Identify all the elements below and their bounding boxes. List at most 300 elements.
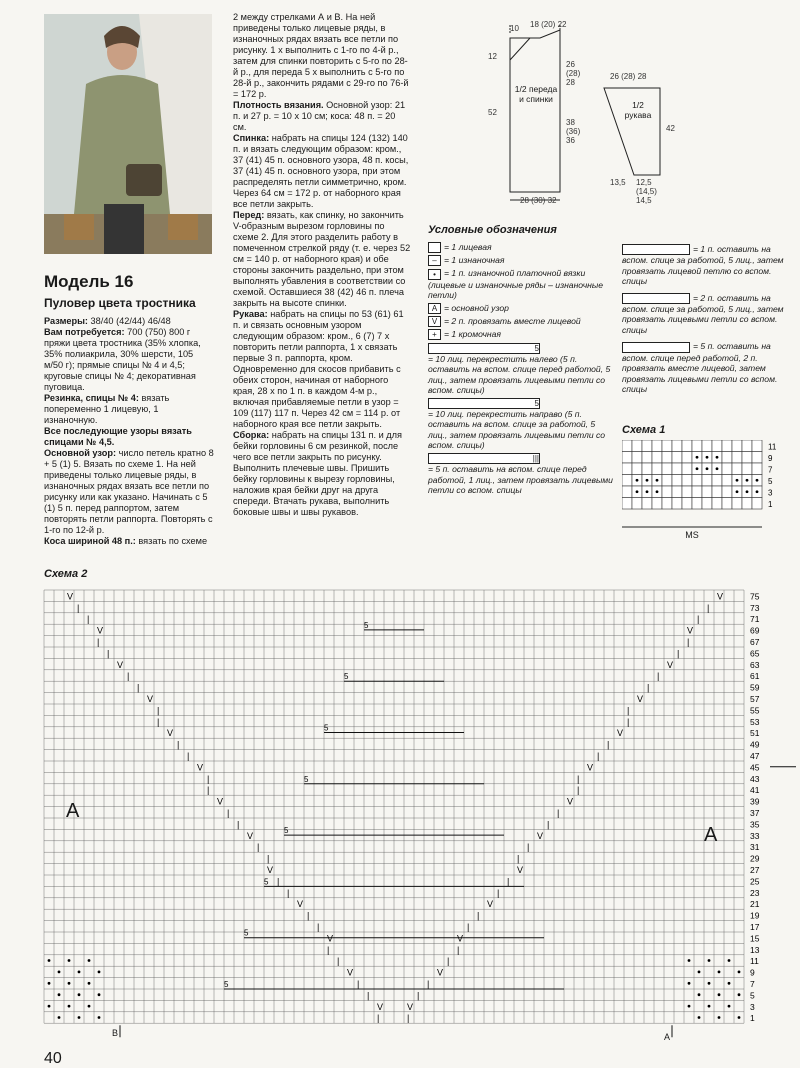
scheme1-title: Схема 1 <box>622 424 666 436</box>
rib-text: вязать попеременно 1 лицевую, 1 изнаночную. <box>44 393 170 425</box>
legend-item <box>428 242 614 253</box>
scheme2-stitch-mark: | <box>157 716 160 727</box>
scheme2-row-label: 33 <box>750 830 760 841</box>
scheme2-stitch-mark: | <box>227 808 230 818</box>
scheme2-dot <box>68 959 71 962</box>
scheme1-cell <box>682 486 692 498</box>
scheme2-stitch-mark: | <box>687 637 690 647</box>
scheme2-dot <box>698 971 701 974</box>
body-top-dim: 18 (20) 22 <box>530 20 567 29</box>
legend-text: = основной узор <box>444 302 509 313</box>
legend-title: Условные обозначения <box>428 224 557 236</box>
scheme2-stitch-mark: | <box>337 956 340 967</box>
scheme2-row-label: 1 <box>750 1013 755 1024</box>
scheme2-row-label: 17 <box>750 922 760 932</box>
legend-symbol-icon: ||| <box>428 453 540 464</box>
scheme2-stitch-mark: | <box>697 614 700 625</box>
scheme2-stitch-mark: V <box>587 762 594 773</box>
arrow-b-label: B <box>112 1028 119 1038</box>
scheme2-row-label: 31 <box>750 842 760 853</box>
sleeve-pattern-diagram <box>598 70 694 210</box>
scheme2-row-label: 47 <box>750 751 760 761</box>
scheme2-stitch-mark: | <box>207 785 210 796</box>
scheme1-dot <box>706 467 709 470</box>
scheme2-row-label: 63 <box>750 659 760 670</box>
scheme2-stitch-mark: V <box>717 591 724 602</box>
scheme2-stitch-mark: V <box>297 899 304 910</box>
scheme1-cell <box>632 463 642 475</box>
scheme2-row-label: 9 <box>750 967 755 978</box>
scheme1-cell <box>712 498 722 510</box>
scheme1-cell <box>742 440 752 452</box>
model-photo <box>44 14 212 254</box>
scheme2-row-label: 49 <box>750 739 760 750</box>
scheme1-cell <box>682 498 692 510</box>
scheme1-dot <box>716 467 719 470</box>
legend-item <box>428 268 614 300</box>
scheme2-dot <box>698 1016 701 1019</box>
scheme2-dot <box>708 1005 711 1008</box>
scheme2-stitch-mark: | <box>267 853 270 864</box>
scheme1-cell <box>672 475 682 487</box>
scheme1-cell <box>662 463 672 475</box>
scheme2-row-label: 19 <box>750 910 760 921</box>
scheme1-dot <box>636 490 639 493</box>
scheme2-dot <box>708 982 711 985</box>
scheme2-cable-label: 5 <box>344 672 349 682</box>
scheme2-row-label: 41 <box>750 785 760 796</box>
scheme2-dot <box>728 959 731 962</box>
scheme1-row-label: 9 <box>768 454 773 463</box>
scheme1-cell <box>662 452 672 464</box>
sleeves-label: Рукава: <box>233 309 268 319</box>
scheme1-cell <box>712 475 722 487</box>
scheme2-stitch-mark: V <box>267 865 274 875</box>
scheme2-row-label: 37 <box>750 808 760 818</box>
scheme1-cell <box>622 463 632 475</box>
scheme1-cell <box>732 440 742 452</box>
scheme2-stitch-mark: V <box>407 1001 414 1012</box>
scheme2-row-label: 3 <box>750 1001 755 1012</box>
scheme2-stitch-mark: | <box>467 922 470 932</box>
scheme1-cell <box>712 486 722 498</box>
scheme2-row-label: 23 <box>750 887 760 898</box>
materials-text: 700 (750) 800 г пряжи цвета тростника (35% хлопка, 35% полиакрила, 30% шерсти, 105 м/50 г); прямые спицы № 4 и 4,5; круговые спицы № 4; декоративная пуговица. <box>44 327 201 392</box>
legend-item <box>622 293 790 336</box>
legend-text: = 1 лицевая <box>444 242 492 252</box>
scheme1-cell <box>672 486 682 498</box>
scheme2-stitch-mark: | <box>207 773 210 784</box>
sleeve-label: 1/2 рукава <box>624 100 652 120</box>
scheme2-stitch-mark: | <box>87 614 90 625</box>
scheme1-cell <box>622 475 632 487</box>
scheme2-row-label: 59 <box>750 682 760 693</box>
body-label: 1/2 переда и спинки <box>514 84 558 104</box>
scheme2-stitch-mark: | <box>107 648 110 659</box>
sizes-label: Размеры: <box>44 316 88 326</box>
scheme2-cable-label: 5 <box>264 877 269 887</box>
legend-text: = 5 п. оставить на вспом. спице перед работой, 2 п. провязать вместе лицевой, затем провязать лицевыми петли со вспом. спицы <box>622 341 778 395</box>
legend-item <box>428 329 614 340</box>
scheme1-cell <box>672 463 682 475</box>
legend-text: = 1 изнаночная <box>444 255 505 266</box>
scheme1-dot <box>756 490 759 493</box>
sleeve-bottom-left-dim: 13,5 <box>610 178 626 187</box>
scheme2-stitch-mark: V <box>247 830 254 841</box>
scheme2-dot <box>98 993 101 996</box>
scheme2-stitch-mark: V <box>347 967 354 978</box>
scheme2-row-label: 53 <box>750 716 760 727</box>
legend-symbol-icon <box>622 342 690 353</box>
scheme2-dot <box>78 971 81 974</box>
scheme2-dot <box>58 971 61 974</box>
scheme2-dot <box>728 982 731 985</box>
body-pattern-diagram <box>470 20 590 210</box>
scheme1-row-label: 1 <box>768 500 773 509</box>
scheme1-cell <box>742 498 752 510</box>
front-text: вязать, как спинку, но закончить V-образным вырезом горловины по схеме 2. Для этого разделить работу в помеченном стрелкой ряду (т. е. через 52 см = 140 р. от наборного края) и обе стороны закончить раздельно, при этом выполнять убавления в соответствии со схемой. Оставшиеся 38 (42) 46 п. плеча закрыть на высоте спинки. <box>233 210 411 308</box>
scheme1-row-label: 11 <box>768 442 777 452</box>
model-title: Модель 16 <box>44 272 134 291</box>
legend-symbol-icon: 5 <box>428 343 540 354</box>
scheme2-stitch-mark: | <box>407 1013 410 1024</box>
scheme2-stitch-mark: | <box>177 739 180 750</box>
scheme1-cell <box>732 463 742 475</box>
scheme2-cable-label: 5 <box>284 826 289 836</box>
scheme2-stitch-mark: V <box>197 762 204 773</box>
scheme1-dot <box>756 479 759 482</box>
scheme2-dot <box>48 959 51 962</box>
scheme2-stitch-mark: V <box>687 625 694 636</box>
sleeve-top-dim: 26 (28) 28 <box>610 72 647 81</box>
scheme2-stitch-mark: V <box>667 659 674 670</box>
scheme2-row-label: 13 <box>750 944 760 955</box>
legend-symbol-icon <box>622 244 690 255</box>
scheme2-row-label: 75 <box>750 591 760 602</box>
back-label: Спинка: <box>233 133 270 143</box>
scheme2-stitch-mark: V <box>117 659 124 670</box>
scheme1-cell <box>642 463 652 475</box>
scheme2-stitch-mark: | <box>647 682 650 693</box>
scheme1-cell <box>752 498 762 510</box>
scheme1-cell <box>622 440 632 452</box>
sizes-text: 38/40 (42/44) 46/48 <box>88 316 171 326</box>
legend-symbol-icon: 5 <box>428 398 540 409</box>
scheme2-stitch-mark: | <box>497 887 500 898</box>
instructions-column-2 <box>233 12 411 518</box>
scheme2-stitch-mark: | <box>377 1013 380 1024</box>
legend-item <box>428 316 614 327</box>
scheme2-stitch-mark: | <box>607 739 610 750</box>
assembly-label: Сборка: <box>233 430 270 440</box>
scheme2-stitch-mark: V <box>457 933 464 944</box>
page-number: 40 <box>44 1050 62 1067</box>
body-right-bottom-dim: 38 (36) 36 <box>566 118 581 145</box>
scheme2-dot <box>48 982 51 985</box>
model-subtitle: Пуловер цвета тростника <box>44 296 196 310</box>
scheme2-stitch-mark: | <box>367 990 370 1001</box>
scheme2-stitch-mark: | <box>707 602 710 613</box>
scheme1-cell <box>652 463 662 475</box>
scheme2-stitch-mark: V <box>67 591 74 602</box>
scheme1-cell <box>662 440 672 452</box>
scheme2-dot <box>738 993 741 996</box>
scheme2-row-label: 51 <box>750 728 760 739</box>
scheme2-dot <box>698 993 701 996</box>
scheme2-stitch-mark: | <box>137 682 140 693</box>
scheme2-row-label: 35 <box>750 819 760 830</box>
scheme1-cell <box>652 452 662 464</box>
scheme1-cell <box>622 452 632 464</box>
scheme2-dot <box>738 1016 741 1019</box>
arrow-a-label: A <box>664 1032 671 1042</box>
scheme1-cell <box>722 498 732 510</box>
scheme2-row-label: 39 <box>750 796 760 807</box>
scheme1-dot <box>736 490 739 493</box>
scheme1-cell <box>722 452 732 464</box>
scheme1-cell <box>712 440 722 452</box>
scheme2-row-label: 25 <box>750 876 760 887</box>
legend-text: = 1 кромочная <box>444 329 502 340</box>
scheme2-dot <box>88 959 91 962</box>
scheme1-row-label: 5 <box>768 477 773 486</box>
scheme1-cell <box>642 440 652 452</box>
legend-item <box>428 453 614 496</box>
scheme2-row-label: 73 <box>750 602 760 613</box>
scheme2-stitch-mark: | <box>577 773 580 784</box>
body-bottom-dim: 28 (30) 32 <box>520 196 557 205</box>
scheme1-row-label: 7 <box>768 465 773 475</box>
scheme2-stitch-mark: V <box>377 1001 384 1012</box>
scheme1-cell <box>732 452 742 464</box>
scheme2-stitch-mark: | <box>557 808 560 818</box>
scheme2-row-label: 69 <box>750 625 760 636</box>
scheme2-stitch-mark: | <box>457 944 460 955</box>
scheme1-dot <box>646 490 649 493</box>
scheme2-row-label: 67 <box>750 637 760 647</box>
scheme2-dot <box>708 959 711 962</box>
scheme2-row-label: 11 <box>750 956 759 967</box>
scheme2-stitch-mark: V <box>567 796 574 807</box>
scheme1-cell <box>632 452 642 464</box>
scheme1-cell <box>672 498 682 510</box>
scheme1-cell <box>682 475 692 487</box>
main-pattern-text: число петель кратно 8 + 5 (1) 5. Вязать по схеме 1. На ней приведены только лицевые ряды, в изнаночных рядах вязать все петли по рисунку или как указано. Начинать с 5 (1) 5 п. перед раппортом, затем повторять петли раппорта. Повторять с 1-го по 12-й р. <box>44 448 214 535</box>
legend-left <box>428 242 614 498</box>
scheme1-cell <box>692 475 702 487</box>
scheme2-cable-label: 5 <box>304 774 309 784</box>
sleeve-bottom-right-dim: 12,5 (14,5) 14,5 <box>636 178 657 205</box>
body-height-dim: 52 <box>488 108 497 117</box>
scheme2-dot <box>78 993 81 996</box>
scheme1-dot <box>706 456 709 459</box>
scheme2-dot <box>688 959 691 962</box>
scheme2-stitch-mark: | <box>97 637 100 647</box>
scheme2-row-label: 27 <box>750 865 760 875</box>
scheme2-stitch-mark: V <box>217 796 224 807</box>
scheme2-stitch-mark: V <box>327 933 334 944</box>
legend-item <box>622 341 790 394</box>
scheme2-stitch-mark: | <box>277 876 280 887</box>
scheme2-stitch-mark: V <box>147 694 154 704</box>
scheme1-cell <box>702 498 712 510</box>
legend-text: = 2 п. провязать вместе лицевой <box>444 315 581 326</box>
legend-text: = 1 п. оставить на вспом. спице за работой, 5 лиц., затем провязать лицевой петлю со вспом. спицы <box>622 244 784 287</box>
scheme2-dot <box>88 982 91 985</box>
scheme2-row-label: 15 <box>750 933 760 944</box>
scheme1-cell <box>622 486 632 498</box>
scheme2-row-label: 65 <box>750 648 760 659</box>
scheme1-cell <box>652 440 662 452</box>
legend-text: = 10 лиц. перекрестить направо (5 п. оставить на вспом. спице за работой, 5 лиц., затем провязать лицевыми петли со вспом. спицы) <box>428 408 606 451</box>
scheme2-stitch-mark: | <box>257 842 260 853</box>
legend-text: = 2 п. оставить на вспом. спице за работой, 5 лиц., затем провязать лицевыми петли со вспом. спицы <box>622 292 784 335</box>
legend-symbol-icon: • <box>428 269 441 280</box>
front-label: Перед: <box>233 210 265 220</box>
legend-symbol-icon: – <box>428 255 441 266</box>
scheme2-row-label: 29 <box>750 853 760 864</box>
scheme2-dot <box>58 993 61 996</box>
scheme2-stitch-mark: | <box>287 887 290 898</box>
scheme1-ms-label: MS <box>685 530 699 540</box>
scheme1-cell <box>722 440 732 452</box>
scheme1-cell <box>682 440 692 452</box>
scheme1-dot <box>656 490 659 493</box>
scheme1-dot <box>746 490 749 493</box>
scheme1-row-label: 3 <box>768 488 773 498</box>
scheme1-cell <box>672 440 682 452</box>
legend-item <box>428 398 614 451</box>
scheme2-dot <box>688 982 691 985</box>
scheme1-cell <box>742 452 752 464</box>
scheme1-cell <box>652 498 662 510</box>
scheme2-row-label: 55 <box>750 705 760 716</box>
scheme1-cell <box>722 475 732 487</box>
scheme2-dot <box>718 971 721 974</box>
scheme2-stitch-mark: V <box>437 967 444 978</box>
scheme1-cell <box>662 486 672 498</box>
scheme2-grid <box>44 590 744 1023</box>
scheme2-dot <box>98 971 101 974</box>
scheme2-row-label: 71 <box>750 614 760 625</box>
scheme2-cable-label: 5 <box>324 723 329 733</box>
body-side-dim: 12 <box>488 52 497 61</box>
scheme2-stitch-mark: | <box>317 922 320 932</box>
scheme2-stitch-mark: | <box>517 853 520 864</box>
scheme1-cell <box>632 498 642 510</box>
scheme2-dot <box>88 1005 91 1008</box>
scheme2-stitch-mark: | <box>597 751 600 761</box>
instructions-column-1 <box>44 316 214 547</box>
scheme2-stitch-mark: | <box>77 602 80 613</box>
scheme1-cell <box>752 463 762 475</box>
scheme2-stitch-mark: | <box>187 751 190 761</box>
scheme2-row-label: 7 <box>750 979 755 989</box>
scheme2-stitch-mark: | <box>127 671 130 682</box>
scheme2-dot <box>78 1016 81 1019</box>
scheme1-cell <box>682 452 692 464</box>
scheme2-cable-label: 5 <box>224 980 229 989</box>
scheme2-dot <box>48 1005 51 1008</box>
scheme2-row-label: 43 <box>750 773 760 784</box>
cable-text: вязать по схеме <box>135 536 208 546</box>
scheme1-cell <box>692 498 702 510</box>
scheme1-cell <box>702 475 712 487</box>
legend-symbol-icon <box>622 293 690 304</box>
scheme2-stitch-mark: | <box>547 819 550 830</box>
scheme2-dot <box>68 1005 71 1008</box>
scheme2-stitch-mark: | <box>627 716 630 727</box>
gauge-label: Плотность вязания. <box>233 100 324 110</box>
scheme2-stitch-mark: V <box>487 899 494 910</box>
scheme2-dot <box>718 993 721 996</box>
scheme2-dot <box>58 1016 61 1019</box>
scheme1-cell <box>752 440 762 452</box>
materials-label: Вам потребуется: <box>44 327 125 337</box>
scheme1-dot <box>696 456 699 459</box>
legend-text: = 10 лиц. перекрестить налево (5 п. оставить на вспом. спице перед работой, 5 лиц., затем провязать лицевыми петли со вспом. спицы) <box>428 353 611 396</box>
scheme2-stitch-mark: | <box>477 910 480 921</box>
scheme2-stitch-mark: | <box>627 705 630 716</box>
scheme1-dot <box>736 479 739 482</box>
needles-note: Все последующие узоры вязать спицами № 4,5. <box>44 426 192 447</box>
scheme2-row-label: 5 <box>750 990 755 1001</box>
scheme1-chart <box>622 440 800 540</box>
scheme1-cell <box>702 486 712 498</box>
scheme1-dot <box>636 479 639 482</box>
legend-text: = 1 п. изнаночной платочной вязки (лицевые и изнаночные ряды – изнаночные петли) <box>428 268 603 301</box>
scheme2-dot <box>688 1005 691 1008</box>
scheme1-cell <box>622 498 632 510</box>
scheme2-cable-label: 5 <box>364 620 369 630</box>
scheme1-dot <box>656 479 659 482</box>
scheme2-stitch-mark: | <box>307 910 310 921</box>
scheme1-cell <box>682 463 692 475</box>
sleeve-height-dim: 42 <box>666 124 675 133</box>
scheme2-dot <box>98 1016 101 1019</box>
scheme2-stitch-mark: | <box>427 979 430 989</box>
body-right-top-dim: 26 (28) 28 <box>566 60 581 87</box>
scheme1-cell <box>722 463 732 475</box>
scheme2-stitch-mark: | <box>507 876 510 887</box>
legend-item <box>428 342 614 395</box>
scheme2-stitch-mark: | <box>327 944 330 955</box>
scheme2-stitch-mark: V <box>167 728 174 739</box>
scheme2-stitch-mark: | <box>677 648 680 659</box>
scheme2-row-label: 57 <box>750 694 760 704</box>
scheme1-cell <box>732 498 742 510</box>
scheme2-stitch-mark: V <box>537 830 544 841</box>
scheme2-stitch-mark: | <box>417 990 420 1001</box>
legend-text: = 5 п. оставить на вспом. спице перед работой, 1 лиц., затем провязать лицевыми петли со вспом. спицы <box>428 464 613 496</box>
scheme1-cell <box>702 440 712 452</box>
legend-symbol-icon <box>428 242 441 253</box>
scheme2-stitch-mark: | <box>577 785 580 796</box>
legend-symbol-icon: + <box>428 329 441 340</box>
scheme1-cell <box>692 440 702 452</box>
scheme2-stitch-mark: V <box>517 865 524 875</box>
scheme1-cell <box>742 463 752 475</box>
scheme2-row-label: 45 <box>750 762 760 773</box>
scheme2-row-label: 61 <box>750 671 760 682</box>
gauge-text: Основной узор: 21 п. и 27 р. = 10 х 10 см; коса: 48 п. = 20 см. <box>233 100 406 132</box>
scheme2-stitch-mark: | <box>657 671 660 682</box>
scheme1-dot <box>696 467 699 470</box>
scheme1-cell <box>642 452 652 464</box>
scheme1-dot <box>746 479 749 482</box>
scheme2-stitch-mark: | <box>237 819 240 830</box>
rib-label: Резинка, спицы № 4: <box>44 393 139 403</box>
